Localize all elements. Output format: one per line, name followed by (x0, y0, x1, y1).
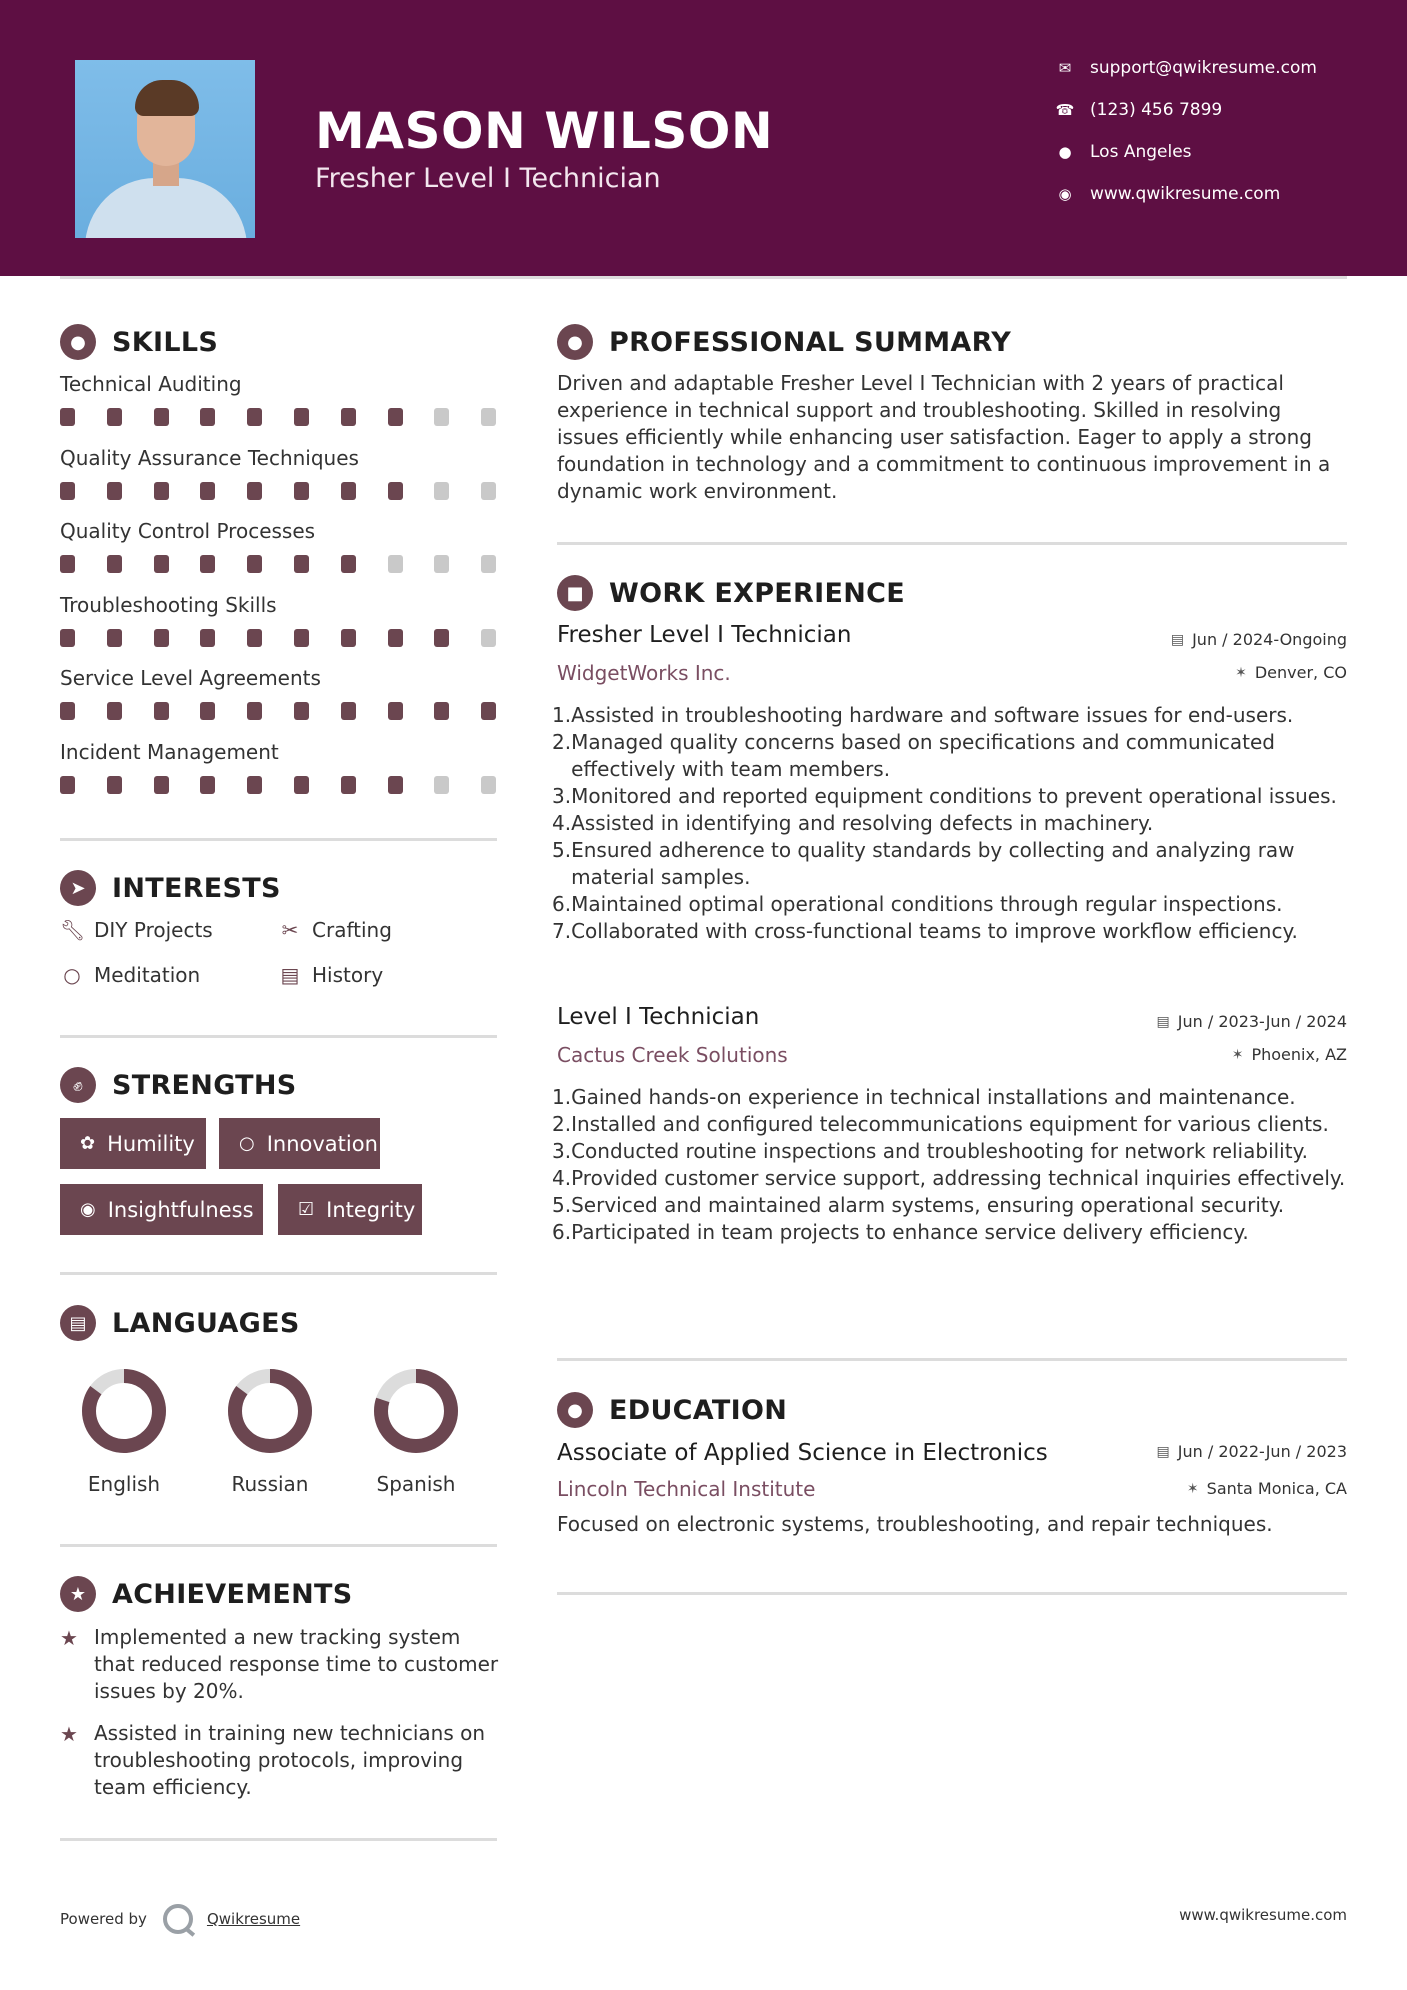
divider (60, 1272, 497, 1275)
job-title: Fresher Level I Technician (557, 622, 852, 648)
rating-dot (481, 555, 496, 573)
bullet-item: 5. Serviced and maintained alarm systems, ensuring operational security. (552, 1193, 1285, 1217)
divider (557, 1592, 1347, 1595)
rating-dot (200, 702, 215, 720)
summary-text: Driven and adaptable Fresher Level I Technician with 2 years of practical experience in technical support and troubleshooting. Skilled in resolving issues efficiently while enhancing user satisfaction. Eager to apply a strong foundation in technology and a commitment to continuous improvement in a dynamic work environment. (557, 371, 1331, 503)
rating-dot (481, 702, 496, 720)
bullet-item: 6. Maintained optimal operational conditions through regular inspections. (552, 892, 1283, 916)
star-icon: ★ (60, 1722, 78, 1746)
strength-tag: ◉ Insightfulness (60, 1184, 263, 1235)
rating-dot (481, 408, 496, 426)
interests-heading: ➤ INTERESTS (60, 870, 281, 906)
leaf-icon: ✿ (80, 1133, 96, 1154)
pushpin-icon: ✶ (1231, 1046, 1244, 1063)
wrench-icon: 🔧︎ (60, 918, 86, 942)
interest-item: 🔧︎ DIY Projects (60, 918, 213, 942)
summary-heading: ● PROFESSIONAL SUMMARY (557, 324, 1011, 360)
divider (60, 1838, 497, 1841)
pushpin-icon: ✶ (1186, 1480, 1199, 1497)
rating-dot (107, 408, 122, 426)
rating-dot (154, 408, 169, 426)
rating-dot (107, 555, 122, 573)
bullet-item: 6. Participated in team projects to enhance service delivery efficiency. (552, 1220, 1249, 1244)
rating-dot (434, 702, 449, 720)
user-icon: ● (557, 324, 593, 360)
language-donut (225, 1366, 315, 1456)
skill-name: Quality Control Processes (60, 519, 316, 543)
achievement-item: ★ Implemented a new tracking system that reduced response time to customer issues by 20%. (60, 1625, 499, 1703)
skill-name: Incident Management (60, 739, 279, 764)
star-badge-icon: ★ (60, 1576, 96, 1612)
job-dates: ▤ Jun / 2023-Jun / 2024 (1156, 1012, 1347, 1031)
footer-url[interactable]: www.qwikresume.com (1179, 1906, 1347, 1924)
resume-header (0, 0, 1407, 276)
bullet-item: 1. Gained hands-on experience in technical installations and maintenance. (552, 1085, 1296, 1109)
job-location: ✶ Phoenix, AZ (1231, 1045, 1347, 1064)
skill-rating (60, 776, 500, 794)
rating-dot (60, 408, 75, 426)
bullet-item: 4. Provided customer service support, addressing technical inquiries effectively. (552, 1166, 1346, 1190)
bullet-item: 3. Monitored and reported equipment conditions to prevent operational issues. (552, 784, 1337, 808)
rating-dot (341, 482, 356, 500)
bullet-item: 4. Assisted in identifying and resolving defects in machinery. (552, 811, 1154, 835)
qwikresume-logo-icon (163, 1904, 193, 1934)
bullet-item: 7. Collaborated with cross-functional teams to improve workflow efficiency. (552, 919, 1298, 943)
job-bullets (552, 1084, 1347, 1246)
rating-dot (200, 482, 215, 500)
achievements-heading: ★ ACHIEVEMENTS (60, 1576, 353, 1612)
skill-rating (60, 408, 500, 426)
rating-dot (434, 629, 449, 647)
rating-dot (294, 702, 309, 720)
rating-dot (388, 702, 403, 720)
rating-dot (388, 408, 403, 426)
profile-photo (75, 60, 255, 238)
rating-dot (388, 629, 403, 647)
calendar-icon: ▤ (1156, 1013, 1170, 1030)
header-divider (60, 276, 1347, 279)
rating-dot (154, 629, 169, 647)
interest-item: ✂ Crafting (278, 918, 392, 942)
lightbulb-icon: ● (60, 324, 96, 360)
contact-phone[interactable]: ☎ (123) 456 7899 (1055, 100, 1223, 120)
strength-tag: ☑ Integrity (278, 1184, 422, 1235)
rating-dot (200, 408, 215, 426)
rating-dot (341, 629, 356, 647)
strength-tag: ✿ Humility (60, 1118, 206, 1169)
rating-dot (434, 555, 449, 573)
envelope-icon: ✉ (1058, 59, 1072, 77)
education-dates: ▤ Jun / 2022-Jun / 2023 (1156, 1442, 1347, 1461)
rating-dot (107, 702, 122, 720)
divider (557, 1358, 1347, 1361)
contact-email[interactable]: ✉ support@qwikresume.com (1054, 58, 1317, 78)
job-bullets (552, 702, 1347, 945)
bullet-item: 5. Ensured adherence to quality standards by collecting and analyzing raw material samples. (552, 838, 1295, 889)
job-dates: ▤ Jun / 2024-Ongoing (1170, 630, 1347, 649)
interest-item: ○ Meditation (60, 963, 200, 987)
scissors-icon: ✂ (281, 918, 299, 942)
bullet-item: 3. Conducted routine inspections and troubleshooting for network reliability. (552, 1139, 1308, 1163)
paper-plane-icon: ➤ (60, 870, 96, 906)
rating-dot (481, 629, 496, 647)
rating-dot (60, 482, 75, 500)
calendar-icon: ▤ (1170, 631, 1185, 648)
education-description: Focused on electronic systems, troubleshooting, and repair techniques. (557, 1512, 1273, 1536)
education-location: ✶ Santa Monica, CA (1186, 1479, 1347, 1498)
rating-dot (107, 776, 122, 794)
rating-dot (154, 555, 169, 573)
fist-icon: ✊︎ (60, 1067, 96, 1103)
chair-icon: ■ (557, 575, 593, 611)
language-label: Spanish (376, 1472, 456, 1496)
bullet-item: 2. Managed quality concerns based on specifications and communicated effectively with team members. (552, 730, 1275, 781)
rating-dot (388, 776, 403, 794)
languages-heading: ▤ LANGUAGES (60, 1305, 300, 1341)
rating-dot (294, 629, 309, 647)
candidate-name: MASON WILSON (315, 102, 774, 160)
rating-dot (200, 776, 215, 794)
strength-tag: ○ Innovation (219, 1118, 380, 1169)
lightbulb-icon: ○ (239, 1133, 255, 1154)
skill-rating (60, 555, 500, 573)
job-company: Cactus Creek Solutions (557, 1043, 788, 1067)
globe-icon: ◉ (1058, 185, 1072, 203)
rating-dot (60, 629, 75, 647)
job-location: ✶ Denver, CO (1235, 663, 1347, 682)
rating-dot (434, 776, 449, 794)
rating-dot (200, 555, 215, 573)
rating-dot (341, 776, 356, 794)
language-label: Russian (231, 1472, 309, 1496)
rating-dot (247, 482, 262, 500)
pushpin-icon: ✶ (1235, 664, 1247, 681)
bullet-item: 1. Assisted in troubleshooting hardware and software issues for end-users. (552, 703, 1294, 727)
skill-name: Service Level Agreements (60, 666, 321, 690)
rating-dot (247, 408, 262, 426)
divider (60, 1544, 497, 1547)
divider (60, 838, 497, 841)
skill-rating (60, 702, 500, 720)
skill-name: Troubleshooting Skills (60, 592, 277, 617)
strengths-heading: ✊︎ STRENGTHS (60, 1067, 297, 1103)
bank-icon: ▤ (280, 963, 300, 987)
rating-dot (294, 408, 309, 426)
skill-name: Technical Auditing (60, 372, 242, 396)
circle-icon: ○ (63, 963, 81, 987)
rating-dot (341, 408, 356, 426)
phone-icon: ☎ (1055, 101, 1075, 119)
calendar-icon: ▤ (1156, 1443, 1170, 1460)
skill-rating (60, 482, 500, 500)
rating-dot (60, 702, 75, 720)
job-company: WidgetWorks Inc. (557, 661, 731, 685)
language-donut (371, 1366, 461, 1456)
eye-icon: ◉ (80, 1199, 96, 1220)
rating-dot (294, 776, 309, 794)
school-name: Lincoln Technical Institute (557, 1477, 816, 1501)
rating-dot (60, 776, 75, 794)
qwikresume-link[interactable]: Qwikresume (206, 1910, 301, 1928)
experience-heading: ■ WORK EXPERIENCE (557, 575, 905, 611)
rating-dot (107, 482, 122, 500)
contact-location: ● Los Angeles (1054, 142, 1192, 162)
location-pin-icon: ● (1058, 143, 1072, 161)
rating-dot (481, 776, 496, 794)
bullet-item: 2. Installed and configured telecommunications equipment for various clients. (552, 1112, 1329, 1136)
rating-dot (294, 482, 309, 500)
star-icon: ★ (60, 1626, 78, 1650)
divider (557, 542, 1347, 545)
skill-rating (60, 629, 500, 647)
rating-dot (107, 629, 122, 647)
rating-dot (388, 555, 403, 573)
interest-item: ▤ History (278, 963, 383, 987)
rating-dot (60, 555, 75, 573)
job-title: Level I Technician (557, 1004, 760, 1030)
language-label: English (87, 1472, 161, 1496)
achievement-item: ★ Assisted in training new technicians on troubleshooting protocols, improving team efficiency. (60, 1721, 486, 1799)
rating-dot (294, 555, 309, 573)
rating-dot (247, 776, 262, 794)
rating-dot (154, 702, 169, 720)
skill-name: Quality Assurance Techniques (60, 445, 359, 470)
rating-dot (341, 702, 356, 720)
powered-by: Powered by Qwikresume (60, 1904, 300, 1934)
rating-dot (154, 776, 169, 794)
skills-heading: ● SKILLS (60, 324, 218, 360)
graduate-icon: ● (557, 1392, 593, 1428)
rating-dot (388, 482, 403, 500)
rating-dot (341, 555, 356, 573)
divider (60, 1035, 497, 1038)
rating-dot (247, 629, 262, 647)
rating-dot (434, 408, 449, 426)
checkbox-icon: ☑ (298, 1199, 315, 1220)
candidate-role: Fresher Level I Technician (315, 163, 661, 194)
rating-dot (481, 482, 496, 500)
rating-dot (200, 629, 215, 647)
language-donut (79, 1366, 169, 1456)
degree-title: Associate of Applied Science in Electronics (557, 1440, 1048, 1466)
rating-dot (247, 702, 262, 720)
rating-dot (247, 555, 262, 573)
id-card-icon: ▤ (60, 1305, 96, 1341)
rating-dot (154, 482, 169, 500)
contact-website[interactable]: ◉ www.qwikresume.com (1054, 184, 1280, 204)
education-heading: ● EDUCATION (557, 1392, 787, 1428)
rating-dot (434, 482, 449, 500)
